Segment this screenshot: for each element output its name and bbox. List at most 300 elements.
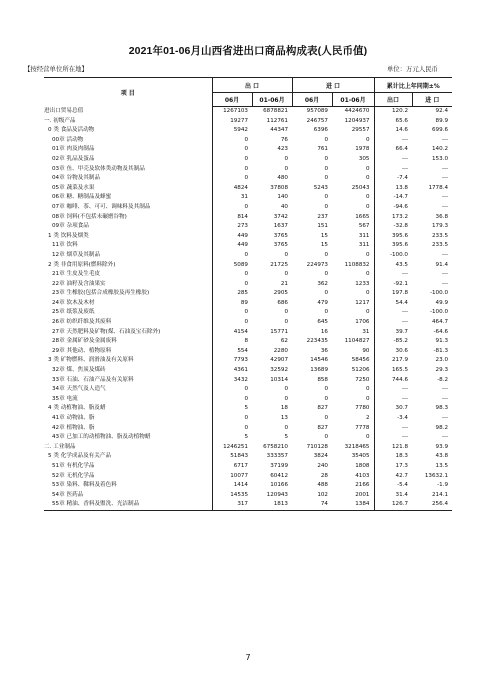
yoy-export-cell: 54.4 — [374, 299, 412, 309]
yoy-export-cell: 30.7 — [374, 404, 412, 414]
export-cumulative-cell: 333357 — [266, 453, 288, 460]
row-label: 41章 动物油、脂 — [52, 415, 95, 421]
export-cumulative-cell: 2280 — [273, 347, 288, 354]
row-label: 53章 染料、鞣料及着色料 — [52, 482, 117, 489]
export-month-cell: 4824 — [212, 184, 252, 194]
yoy-import-cell: --- — [441, 395, 449, 402]
import-month-cell: 0 — [324, 395, 328, 402]
import-month-cell: 74 — [292, 500, 332, 510]
import-cumulative-cell: 90 — [362, 347, 370, 354]
table-row — [44, 251, 452, 261]
export-month-cell: 0 — [212, 155, 252, 165]
import-month-cell: 224973 — [306, 261, 328, 268]
import-month-cell: 14546 — [310, 357, 328, 364]
table-row — [44, 155, 452, 165]
yoy-import-cell: 1778.4 — [428, 184, 449, 191]
export-month-cell: 6717 — [212, 462, 252, 472]
import-cumulative-cell: 25043 — [351, 184, 370, 191]
row-label: 24章 软木及木材 — [52, 299, 95, 306]
export-month-cell: 89 — [212, 299, 252, 309]
export-month-cell: 0 — [212, 395, 252, 405]
import-cumulative-cell: 7250 — [355, 376, 370, 383]
table-row — [44, 376, 452, 386]
yoy-import-cell: --- — [441, 136, 449, 143]
yoy-export-cell: 43.5 — [374, 261, 412, 271]
yoy-export-cell: --- — [374, 165, 412, 175]
import-month-cell: 16 — [320, 328, 328, 335]
page-number: 7 — [245, 653, 251, 662]
export-month-cell: 449 — [212, 232, 252, 242]
yoy-import-cell: 43.8 — [435, 453, 449, 460]
yoy-export-cell: --- — [374, 308, 412, 318]
import-cumulative-cell: 0 — [365, 386, 370, 393]
table-row — [44, 385, 452, 395]
export-month-cell: 554 — [212, 347, 252, 357]
import-month-cell: 0 — [324, 155, 328, 162]
yoy-export-cell: -85.2 — [374, 337, 412, 347]
import-month-cell: 479 — [317, 299, 328, 306]
yoy-export-cell: 18.3 — [374, 452, 412, 462]
export-month-cell: 317 — [212, 500, 252, 510]
export-month-cell: 14535 — [212, 491, 252, 501]
export-cumulative-cell: 0 — [284, 251, 288, 258]
row-label: 01章 肉及肉制品 — [52, 146, 95, 153]
import-month-cell: 36 — [320, 347, 328, 354]
yoy-import-cell: 179.3 — [432, 223, 449, 230]
yoy-import-cell: 13632.1 — [424, 472, 449, 479]
yoy-export-cell: 197.8 — [374, 289, 412, 299]
yoy-export-cell: 395.6 — [374, 241, 412, 251]
export-cumulative-cell: 3765 — [273, 242, 288, 249]
row-label: 08章 饲料(不包括未碾磨谷物) — [52, 213, 127, 220]
import-cumulative-cell: 1233 — [355, 280, 370, 287]
yoy-export-cell: 126.7 — [374, 500, 412, 510]
export-cumulative-cell: 1813 — [252, 500, 292, 510]
yoy-import-cell: 153.0 — [432, 155, 449, 162]
export-cumulative-cell: 37199 — [270, 462, 288, 469]
import-month-cell: 0 — [324, 175, 328, 182]
table-row — [44, 184, 452, 194]
export-month-cell: 0 — [212, 251, 252, 261]
import-month-cell: 15 — [320, 242, 328, 249]
export-cumulative-cell: 480 — [277, 175, 288, 182]
yoy-export-cell: 14.6 — [374, 126, 412, 136]
export-month-cell: 51843 — [212, 452, 252, 462]
export-cumulative-cell: 6878821 — [263, 108, 288, 114]
yoy-import-cell: 93.9 — [435, 443, 449, 450]
import-cumulative-cell: 1204937 — [344, 117, 370, 124]
export-cumulative-cell: 40 — [280, 203, 288, 210]
import-cumulative-cell: 1217 — [355, 299, 370, 306]
export-month-cell: 5 — [212, 433, 252, 443]
export-cumulative-cell: 42907 — [270, 357, 288, 364]
header-yoy-export: 出口 — [374, 93, 412, 107]
export-cumulative-cell: 140 — [277, 194, 288, 201]
import-month-cell: 362 — [317, 280, 328, 287]
import-cumulative-cell: 2166 — [355, 482, 370, 489]
yoy-import-cell: 214.1 — [432, 491, 449, 498]
table-row — [44, 165, 452, 175]
row-label: 2 类 非食用原料(燃料除外) — [48, 261, 116, 268]
import-month-cell: 645 — [317, 319, 328, 326]
import-month-cell: 246757 — [306, 117, 328, 124]
row-label: 4 类 动植物油、脂及蜡 — [48, 405, 106, 412]
table-row — [44, 222, 452, 232]
export-cumulative-cell: 3742 — [273, 213, 288, 220]
yoy-export-cell: -7.4 — [374, 174, 412, 184]
export-month-cell: 5942 — [212, 126, 252, 136]
import-month-cell: 827 — [317, 405, 328, 412]
table-row — [44, 443, 452, 453]
export-month-cell: 31 — [212, 193, 252, 203]
row-label: 52章 无机化学品 — [52, 472, 95, 479]
row-label: 3 类 矿物燃料、润滑油及有关原料 — [48, 357, 134, 364]
import-cumulative-cell: 0 — [365, 309, 370, 316]
basis-note: 【按经营单位所在地】 — [24, 65, 88, 73]
yoy-import-cell: --- — [441, 271, 449, 278]
yoy-import-cell: -1.9 — [437, 482, 449, 489]
row-label: 07章 咖啡、茶、可可、调味料及其制品 — [52, 203, 151, 210]
import-month-cell: 0 — [324, 415, 328, 421]
import-cumulative-cell: 0 — [365, 203, 370, 210]
export-month-cell: 1267103 — [212, 107, 252, 117]
table-row — [44, 414, 452, 424]
import-month-cell: 28 — [320, 472, 328, 479]
yoy-import-cell: 699.6 — [432, 127, 449, 134]
yoy-export-cell: --- — [374, 270, 412, 280]
table-row — [44, 280, 452, 290]
export-month-cell: 7793 — [212, 356, 252, 366]
export-month-cell: 5089 — [212, 261, 252, 271]
header-yoy: 累计比上年同期±% — [374, 78, 452, 93]
export-cumulative-cell: 13 — [280, 415, 288, 421]
yoy-import-cell: 91.4 — [435, 261, 449, 268]
row-label: 29章 其他动、植物原料 — [52, 347, 112, 354]
import-cumulative-cell: 0 — [365, 165, 370, 172]
import-cumulative-cell: 311 — [358, 232, 370, 239]
table-row — [44, 395, 452, 405]
yoy-import-cell: 29.3 — [435, 367, 449, 374]
import-cumulative-cell: 0 — [365, 251, 370, 258]
yoy-import-cell: 464.7 — [432, 319, 449, 326]
import-cumulative-cell: 3218465 — [344, 443, 370, 450]
export-cumulative-cell: 0 — [284, 165, 288, 172]
import-month-cell: 0 — [324, 309, 328, 316]
import-month-cell: 3824 — [313, 453, 328, 460]
import-cumulative-cell: 58456 — [351, 357, 370, 364]
yoy-import-cell: -100.0 — [429, 290, 449, 297]
yoy-import-cell: --- — [441, 280, 449, 287]
export-cumulative-cell: 10314 — [270, 376, 288, 383]
import-cumulative-cell: 1104827 — [344, 338, 370, 345]
table-row — [44, 299, 452, 309]
row-label: 54章 医药品 — [52, 491, 84, 498]
yoy-export-cell: -32.8 — [374, 222, 412, 232]
yoy-export-cell: --- — [374, 155, 412, 165]
yoy-export-cell: --- — [374, 136, 412, 146]
yoy-import-cell: --- — [441, 165, 449, 172]
export-cumulative-cell: 44347 — [270, 127, 288, 134]
export-cumulative-cell: 5 — [284, 434, 288, 441]
yoy-export-cell: 65.6 — [374, 117, 412, 127]
header-exp-cum: 01-06月 — [252, 93, 292, 107]
row-label: 02章 乳品及蛋品 — [52, 155, 95, 162]
export-month-cell: 449 — [212, 241, 252, 251]
yoy-export-cell: 42.7 — [374, 472, 412, 482]
yoy-export-cell: --- — [374, 385, 412, 395]
table-row — [44, 452, 452, 462]
yoy-export-cell: --- — [374, 424, 412, 434]
import-cumulative-cell: 0 — [365, 194, 370, 201]
export-month-cell: 1414 — [212, 481, 252, 491]
import-cumulative-cell: 0 — [365, 175, 370, 182]
table-row — [44, 328, 452, 338]
row-label: 23章 生橡胶(包括合成橡胶及再生橡胶) — [52, 290, 150, 297]
import-cumulative-cell: 35405 — [351, 453, 370, 460]
yoy-export-cell: 17.3 — [374, 462, 412, 472]
export-cumulative-cell: 1637 — [273, 223, 288, 230]
unit-note: 单位：万元人民币 — [386, 65, 438, 73]
export-month-cell: 285 — [212, 289, 252, 299]
row-label: 06章 糖、糖制品及蜂蜜 — [52, 194, 112, 201]
import-cumulative-cell: 0 — [365, 271, 370, 278]
export-month-cell: 0 — [212, 385, 252, 395]
yoy-export-cell: 121.8 — [374, 443, 412, 453]
yoy-import-cell: --- — [441, 415, 449, 421]
row-label: 11章 饮料 — [52, 242, 78, 249]
yoy-import-cell: 233.5 — [432, 242, 449, 249]
import-month-cell: 0 — [324, 290, 328, 297]
export-cumulative-cell: 15771 — [270, 328, 288, 335]
row-label: 22章 油籽及含油果实 — [52, 280, 106, 287]
import-cumulative-cell: 0 — [365, 290, 370, 297]
yoy-export-cell: 165.5 — [374, 366, 412, 376]
export-month-cell: 0 — [212, 414, 252, 424]
export-month-cell: 4154 — [212, 328, 252, 338]
table-row — [44, 472, 452, 482]
yoy-import-cell: 92.4 — [435, 108, 449, 114]
row-label: 09章 杂项食品 — [52, 223, 89, 230]
yoy-export-cell: 66.4 — [374, 145, 412, 155]
export-cumulative-cell: 18 — [280, 405, 288, 412]
table-row — [44, 270, 452, 280]
import-cumulative-cell: 0 — [365, 136, 370, 143]
export-cumulative-cell: 21725 — [270, 261, 288, 268]
import-cumulative-cell: 51206 — [351, 367, 370, 374]
export-month-cell: 0 — [212, 136, 252, 146]
table-row — [44, 481, 452, 491]
table-row — [44, 347, 452, 357]
header-export: 出 口 — [212, 78, 292, 93]
import-month-cell: 0 — [324, 194, 328, 201]
yoy-export-cell: -3.4 — [374, 414, 412, 424]
yoy-import-cell: -100.0 — [429, 309, 449, 316]
import-month-cell: 488 — [317, 482, 328, 489]
yoy-export-cell: -94.6 — [374, 203, 412, 213]
row-label: 0 类 食品及活动物 — [48, 127, 95, 134]
row-label: 43章 已加工的动植物油、脂及动植物蜡 — [52, 434, 151, 441]
export-month-cell: 814 — [212, 213, 252, 223]
export-cumulative-cell: 76 — [280, 136, 288, 143]
yoy-import-cell: 233.5 — [432, 232, 449, 239]
import-cumulative-cell: 2001 — [355, 491, 370, 498]
export-month-cell: 0 — [212, 270, 252, 280]
import-cumulative-cell: 1108832 — [344, 261, 370, 268]
yoy-import-cell: 49.9 — [435, 299, 449, 306]
import-cumulative-cell: 4103 — [355, 472, 370, 479]
header-yoy-import: 进 口 — [412, 93, 452, 107]
row-label: 一. 初级产品 — [44, 117, 76, 124]
yoy-import-cell: -81.3 — [433, 347, 449, 354]
yoy-import-cell: 91.3 — [435, 338, 449, 345]
yoy-import-cell: --- — [441, 251, 449, 258]
row-label: 34章 天然气及人造气 — [52, 386, 106, 393]
table-row — [44, 404, 452, 414]
import-month-cell: 13689 — [310, 367, 328, 374]
import-month-cell: 0 — [324, 203, 328, 210]
yoy-import-cell: 89.9 — [435, 117, 449, 124]
yoy-import-cell: -64.6 — [433, 328, 449, 335]
yoy-import-cell: --- — [441, 194, 449, 201]
import-month-cell: 0 — [324, 136, 328, 143]
row-label: 33章 石油、石油产品及有关原料 — [52, 376, 134, 383]
import-month-cell: 0 — [324, 271, 328, 278]
import-month-cell: 710128 — [306, 443, 328, 450]
table-row — [44, 433, 452, 443]
row-label: 26章 纺织纤维及其废料 — [52, 319, 112, 326]
export-cumulative-cell: 0 — [284, 155, 288, 162]
yoy-import-cell: -8.2 — [437, 376, 449, 383]
header-import: 进 口 — [292, 78, 374, 93]
yoy-import-cell: --- — [441, 175, 449, 182]
table-row — [44, 193, 452, 203]
table-row — [44, 366, 452, 376]
export-cumulative-cell: 0 — [284, 386, 288, 393]
export-month-cell: 5 — [212, 404, 252, 414]
yoy-import-cell: 36.8 — [435, 213, 449, 220]
import-cumulative-cell: 7780 — [355, 405, 370, 412]
yoy-import-cell: --- — [441, 386, 449, 393]
import-cumulative-cell: 305 — [358, 155, 370, 162]
import-cumulative-cell: 0 — [365, 395, 370, 402]
row-label: 进出口贸易总值 — [44, 107, 84, 114]
import-month-cell: 102 — [317, 491, 328, 498]
row-label: 32章 煤、焦炭及煤砖 — [52, 367, 106, 374]
table-row — [44, 261, 452, 271]
import-cumulative-cell: 1384 — [332, 500, 374, 510]
yoy-import-cell: 13.5 — [435, 462, 449, 469]
row-label: 35章 电流 — [52, 395, 78, 402]
import-month-cell: 0 — [324, 165, 328, 172]
row-label: 04章 谷物及其制品 — [52, 175, 101, 182]
export-cumulative-cell: 0 — [284, 424, 288, 431]
import-cumulative-cell: 7778 — [355, 424, 370, 431]
yoy-export-cell: -100.0 — [374, 251, 412, 261]
yoy-import-cell: 23.0 — [435, 357, 449, 364]
export-cumulative-cell: 120943 — [266, 491, 288, 498]
table-row — [44, 117, 452, 127]
export-cumulative-cell: 10166 — [270, 482, 288, 489]
yoy-export-cell: 744.6 — [374, 376, 412, 386]
yoy-import-cell: --- — [441, 434, 449, 441]
export-cumulative-cell: 3765 — [273, 232, 288, 239]
export-cumulative-cell: 423 — [277, 146, 288, 153]
import-month-cell: 0 — [324, 386, 328, 393]
export-month-cell: 0 — [212, 424, 252, 434]
row-label: 21章 生皮及生毛皮 — [52, 271, 101, 278]
yoy-import-cell: --- — [441, 203, 449, 210]
table-row — [44, 241, 452, 251]
export-cumulative-cell: 37808 — [270, 184, 288, 191]
row-label: 03章 鱼、甲壳及软体类动物及其制品 — [52, 165, 145, 172]
export-cumulative-cell: 6758210 — [263, 443, 288, 450]
page-title: 2021年01-06月山西省进出口商品构成表(人民币值) — [128, 45, 368, 57]
export-cumulative-cell: 21 — [280, 280, 288, 287]
import-cumulative-cell: 1665 — [355, 213, 370, 220]
export-month-cell: 0 — [212, 165, 252, 175]
table-row — [44, 500, 452, 510]
import-cumulative-cell: 311 — [358, 242, 370, 249]
import-cumulative-cell: 29557 — [351, 127, 370, 134]
header-item: 项 目 — [44, 78, 212, 107]
yoy-export-cell: -14.7 — [374, 193, 412, 203]
import-month-cell: 15 — [320, 232, 328, 239]
export-cumulative-cell: 0 — [284, 309, 288, 316]
table-row — [44, 232, 452, 242]
yoy-export-cell: --- — [374, 395, 412, 405]
export-month-cell: 0 — [212, 174, 252, 184]
export-month-cell: 0 — [212, 203, 252, 213]
yoy-export-cell: --- — [374, 318, 412, 328]
export-month-cell: 19277 — [212, 117, 252, 127]
yoy-export-cell: 30.6 — [374, 347, 412, 357]
export-cumulative-cell: 0 — [284, 395, 288, 402]
export-month-cell: 3432 — [212, 376, 252, 386]
export-month-cell: 8 — [212, 337, 252, 347]
export-month-cell: 0 — [212, 145, 252, 155]
import-month-cell: 0 — [324, 251, 328, 258]
table-row — [44, 213, 452, 223]
import-cumulative-cell: 0 — [365, 434, 370, 441]
import-cumulative-cell: 1978 — [355, 146, 370, 153]
export-cumulative-cell: 60412 — [270, 472, 288, 479]
export-month-cell: 0 — [212, 318, 252, 328]
export-cumulative-cell: 686 — [277, 299, 288, 306]
import-month-cell: 6396 — [313, 127, 328, 134]
table-row — [44, 337, 452, 347]
table-row — [44, 462, 452, 472]
table-row — [44, 145, 452, 155]
yoy-export-cell: 13.8 — [374, 184, 412, 194]
import-month-cell: 223435 — [306, 338, 328, 345]
import-cumulative-cell: 2 — [365, 415, 370, 421]
import-month-cell: 240 — [317, 462, 328, 469]
import-month-cell: 761 — [317, 146, 328, 153]
header-imp-cum: 01-06月 — [332, 93, 374, 107]
table-body — [44, 107, 452, 511]
import-month-cell: 0 — [324, 434, 328, 441]
table-row — [44, 107, 452, 117]
header-exp-month: 06月 — [212, 93, 252, 107]
import-month-cell: 957089 — [306, 108, 328, 114]
row-label: 51章 有机化学品 — [52, 462, 95, 469]
import-cumulative-cell: 1706 — [355, 319, 370, 326]
row-label: 05章 蔬菜及水果 — [52, 184, 95, 191]
yoy-export-cell: 39.7 — [374, 328, 412, 338]
import-cumulative-cell: 4424670 — [344, 108, 370, 114]
row-label: 00章 活动物 — [52, 136, 84, 143]
row-label: 5 类 化学成品及有关产品 — [48, 453, 112, 460]
